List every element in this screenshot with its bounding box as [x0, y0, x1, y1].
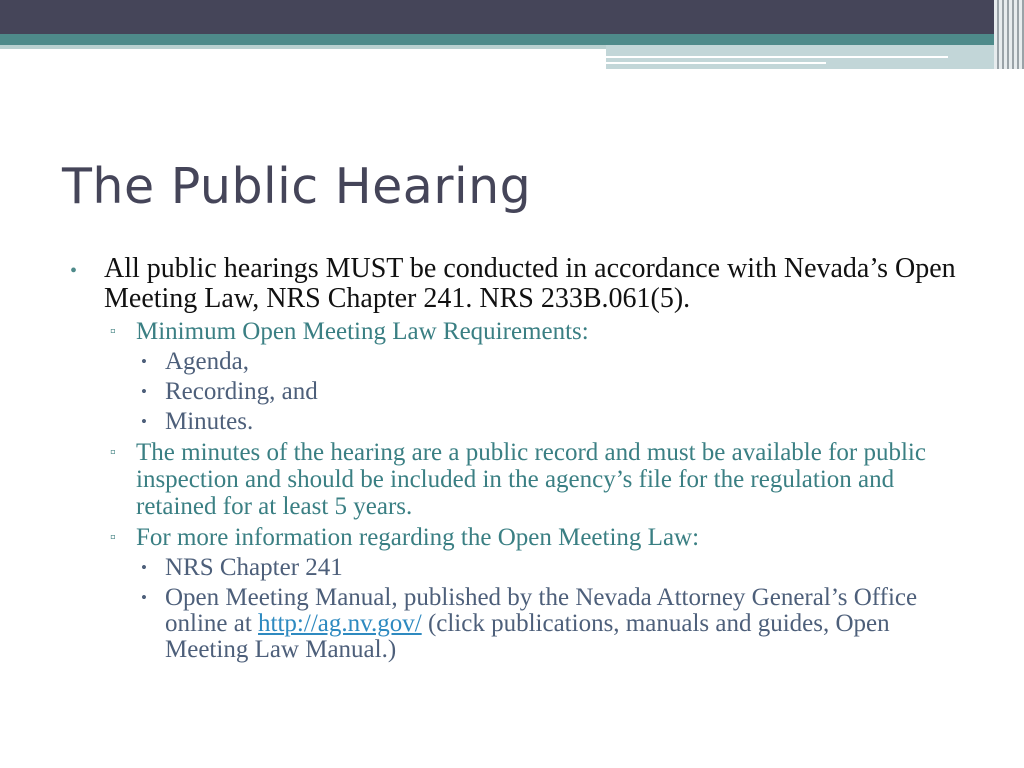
bullet-dot-icon: •	[141, 352, 147, 371]
bullet-square-icon: ▫	[110, 323, 116, 340]
header-tab-line	[606, 56, 948, 58]
bullet-square-icon: ▫	[110, 529, 116, 546]
sub-bullet-minutes	[70, 439, 970, 520]
slide-content	[70, 254, 970, 663]
sub-bullet-text: Minimum Open Meeting Law Requirements:	[136, 318, 589, 345]
list-item-text: Agenda,	[165, 348, 249, 375]
list-item-text: NRS Chapter 241	[165, 554, 343, 581]
sub-bullet-requirements	[70, 318, 970, 345]
list-item	[70, 585, 970, 663]
main-bullet-text: All public hearings MUST be conducted in accordance with Nevada’s Open Meeting Law, NRS Chapter 241. NRS 233B.061(5).	[104, 253, 956, 314]
list-item-text: Minutes.	[165, 408, 254, 435]
list-item	[70, 349, 970, 375]
header-dark-band	[0, 0, 1024, 34]
list-item	[70, 379, 970, 405]
header-teal-band	[0, 34, 1024, 45]
header-stripes	[994, 0, 1024, 69]
list-item	[70, 409, 970, 435]
header-tab-line	[606, 62, 826, 64]
main-bullet	[70, 254, 970, 314]
bullet-dot-icon: •	[70, 260, 78, 282]
bullet-dot-icon: •	[141, 412, 147, 431]
list-item	[70, 555, 970, 581]
bullet-dot-icon: •	[141, 382, 147, 401]
slide-title: The Public Hearing	[62, 158, 532, 215]
bullet-square-icon: ▫	[110, 444, 116, 461]
sub-bullet-text: For more information regarding the Open Meeting Law:	[136, 524, 700, 551]
bullet-dot-icon: •	[141, 588, 147, 607]
manual-text-after: (click publications, manuals and guides, Open Meeting Law Manual.)	[165, 610, 890, 663]
bullet-dot-icon: •	[141, 558, 147, 577]
sub-bullet-more-info	[70, 524, 970, 551]
ag-website-link[interactable]: http://ag.nv.gov/	[258, 610, 422, 637]
manual-text-before: Open Meeting Manual, published by the Nevada Attorney General’s Office online at	[165, 584, 918, 637]
header-light-line	[0, 45, 606, 49]
sub-bullet-text: The minutes of the hearing are a public record and must be available for public inspection and should be included in the agency’s file for the regulation and retained for at least 5 years.	[136, 439, 926, 520]
list-item-text: Recording, and	[165, 378, 318, 405]
